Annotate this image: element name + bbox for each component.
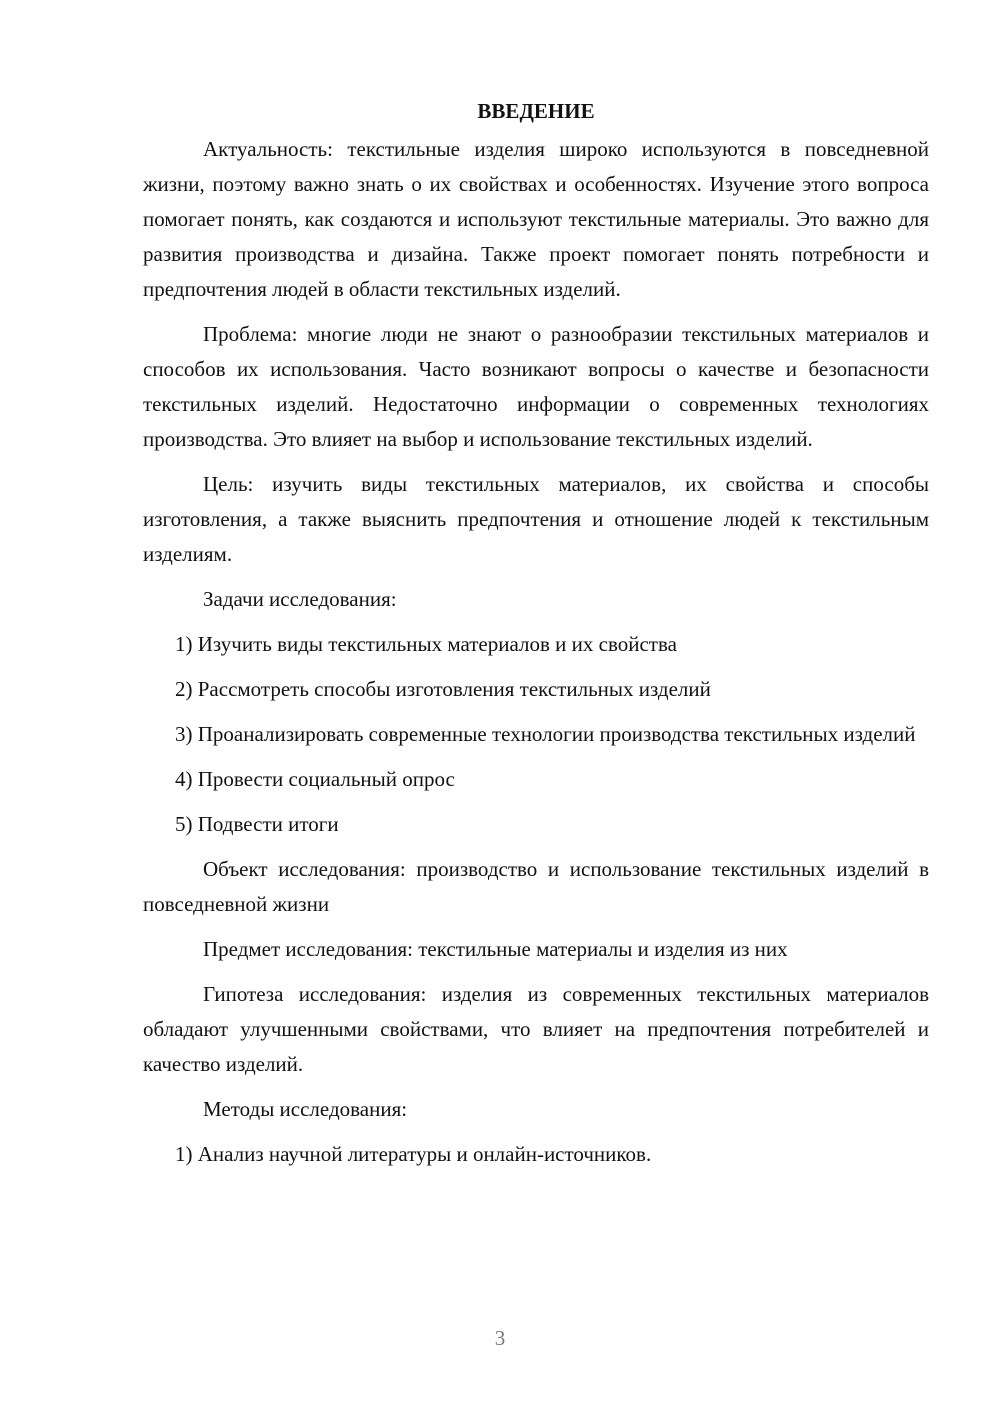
- method-item: 1) Анализ научной литературы и онлайн-источников.: [175, 1142, 652, 1166]
- subject-paragraph: Предмет исследования: текстильные материалы и изделия из них: [203, 937, 788, 961]
- task-item: 1) Изучить виды текстильных материалов и их свойства: [175, 632, 677, 656]
- methods-heading: Методы исследования:: [203, 1097, 408, 1121]
- tasks-heading: Задачи исследования:: [203, 587, 397, 611]
- task-item: 3) Проанализировать современные технологии производства текстильных изделий: [175, 722, 916, 746]
- hypothesis-paragraph: Гипотеза исследования: изделия из современных текстильных материалов обладают улучшенными свойствами, что влияет на предпочтения потребителей и качество изделий.: [143, 982, 929, 1076]
- task-item: 5) Подвести итоги: [175, 812, 339, 836]
- page-number: 3: [494, 1326, 506, 1350]
- task-item: 4) Провести социальный опрос: [175, 767, 455, 791]
- document-page: [143, 92, 929, 1182]
- document-title: ВВЕДЕНИЕ: [477, 99, 595, 123]
- goal-paragraph: Цель: изучить виды текстильных материалов, их свойства и способы изготовления, а также выяснить предпочтения и отношение людей к текстильным изделиям.: [143, 472, 929, 566]
- object-paragraph: Объект исследования: производство и использование текстильных изделий в повседневной жизни: [143, 857, 929, 916]
- relevance-paragraph: Актуальность: текстильные изделия широко используются в повседневной жизни, поэтому важно знать о их свойствах и особенностях. Изучение этого вопроса помогает понять, как создаются и используют текстильные материалы. Это важно для развития производства и дизайна. Также проект помогает понять потребности и предпочтения людей в области текстильных изделий.: [143, 137, 929, 301]
- problem-paragraph: Проблема: многие люди не знают о разнообразии текстильных материалов и способов их использования. Часто возникают вопросы о качестве и безопасности текстильных изделий. Недостаточно информации о современных технологиях производства. Это влияет на выбор и использование текстильных изделий.: [143, 322, 929, 451]
- task-item: 2) Рассмотреть способы изготовления текстильных изделий: [175, 677, 711, 701]
